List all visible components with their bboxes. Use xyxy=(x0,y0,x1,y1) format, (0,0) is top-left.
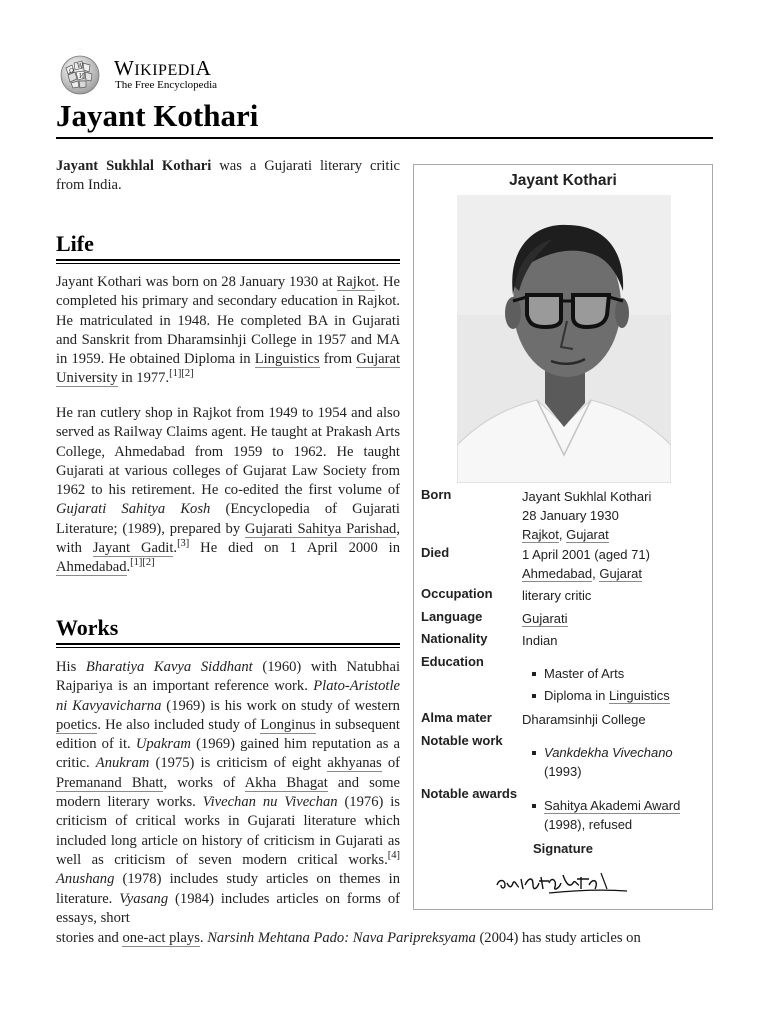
list-item: Vankdekha Vivechano (1993) xyxy=(522,743,707,781)
list-item: Sahitya Akademi Award (1998), refused xyxy=(522,796,707,834)
svg-text:И: И xyxy=(79,73,85,80)
citation-2[interactable]: [2] xyxy=(181,368,194,380)
link-premanand-bhatt[interactable]: Premanand Bhatt xyxy=(56,774,164,791)
page-title: Jayant Kothari xyxy=(56,98,259,133)
life-paragraph-2: He ran cutlery shop in Rajkot from 1949 to 1954 and also served as Railway Claims agent. He taught at Prakash Arts College, Ahmedabad from 1959 to 1962. He taught Gujarati at various colleges of Gujarat Law Society from 1962 to his retirement. He co-edited the first volume of Gujarati Sahitya Kosh (Encyclopedia of Gujarati Literature; (1989), prepared by Gujarati Sahitya Parishad, with Jayant Gadit.[3] He died on 1 April 2000 in Ahmedabad.[1][2] xyxy=(56,405,400,576)
list-item: Master of Arts xyxy=(522,664,707,683)
section-divider xyxy=(56,643,400,648)
link-linguistics[interactable]: Linguistics xyxy=(609,688,670,703)
citation-4[interactable]: [4] xyxy=(387,850,400,862)
link-akhyanas[interactable]: akhyanas xyxy=(327,755,382,772)
svg-text:W: W xyxy=(77,63,84,70)
citation-2[interactable]: [2] xyxy=(142,557,155,569)
link-longinus[interactable]: Longinus xyxy=(260,716,316,733)
portrait-image xyxy=(457,195,671,483)
signature-image[interactable] xyxy=(489,865,639,901)
link-gujarat-university[interactable]: Gujarat University xyxy=(56,351,400,387)
infobox-title: Jayant Kothari xyxy=(509,172,617,189)
site-header xyxy=(56,54,716,96)
section-heading-life: Life xyxy=(56,231,94,256)
link-akha-bhagat[interactable]: Akha Bhagat xyxy=(244,774,328,791)
link-one-act-plays[interactable]: one-act plays xyxy=(122,930,200,946)
wikipedia-wordmark[interactable]: WIKIPEDIA xyxy=(114,56,212,80)
link-linguistics[interactable]: Linguistics xyxy=(254,351,320,368)
svg-text:Ω: Ω xyxy=(69,68,74,75)
title-divider xyxy=(56,137,713,139)
works-paragraph-1: His Bharatiya Kavya Siddhant (1960) with Natubhai Rajpariya is an important reference work. Plato-Aristotle ni Kavyavicharna (1969) is his work on study of western poetics. He also included study of Longinus in subsequent edition of it. Upakram (1969) gained him reputation as a critic. Anukram (1975) is criticism of eight akhyanas of Premanand Bhatt, works of Akha Bhagat and some modern literary works. Vivechan nu Vivechan (1976) is criticism of critical works in Gujarati literature which included long article on history of criticism in Gujarati as well as criticism of seven modern critical works.[4] Anushang (1978) includes study articles on themes in literature. Vyasang (1984) includes articles on forms of essays, short xyxy=(56,659,401,926)
section-heading-works: Works xyxy=(56,615,119,640)
link-ahmedabad[interactable]: Ahmedabad xyxy=(56,559,127,576)
citation-3[interactable]: [3] xyxy=(177,538,190,550)
signature-label: Signature xyxy=(533,841,593,856)
link-sahitya-akademi-award[interactable]: Sahitya Akademi Award xyxy=(544,798,681,813)
link-ahmedabad[interactable]: Ahmedabad xyxy=(522,566,593,581)
intro-paragraph: Jayant Sukhlal Kothari was a Gujarati literary critic from India. xyxy=(56,158,400,194)
link-gujarat[interactable]: Gujarat xyxy=(566,527,609,542)
list-item: Diploma in Linguistics xyxy=(522,686,707,705)
link-jayant-gadit[interactable]: Jayant Gadit xyxy=(92,540,174,557)
life-paragraph-1: Jayant Kothari was born on 28 January 1930 at Rajkot. He completed his primary and secondary education in Rajkot. He matriculated in 1948. He completed BA in Gujarati and Sanskrit from Dharamsinhji College in 1957 and MA in 1959. He obtained Diploma in Linguistics from Gujarat University in 1977.[1][2] xyxy=(56,274,400,387)
works-paragraph-1-continued: stories and one-act plays. Narsinh Mehtana Pado: Nava Paripreksyama (2004) has study articles on xyxy=(56,930,641,946)
site-tagline: The Free Encyclopedia xyxy=(115,79,218,91)
portrait-photo[interactable] xyxy=(457,195,671,483)
link-gujarati[interactable]: Gujarati xyxy=(522,611,568,626)
wikipedia-globe-icon[interactable] xyxy=(56,54,104,96)
link-poetics[interactable]: poetics xyxy=(56,716,98,733)
citation-1[interactable]: [1] xyxy=(169,368,182,380)
infobox: Jayant Kothari Born Jayant Sukhlal Kothari 28 January 1930 Rajkot, Gujarat Died 1 April 2001 (aged 71) Ahmedabad, Gujarat Occupation literary critic Language Gujarati Nationality Indian Education Master of Arts Diploma in Linguistics Alma mater Dharamsinhji College Notable work Vankdekha Vivechano (1993) Notable awards Sahitya Akademi Award (1998), refused Signature xyxy=(413,164,713,910)
link-rajkot[interactable]: Rajkot xyxy=(522,527,559,542)
citation-1[interactable]: [1] xyxy=(130,557,143,569)
link-gujarati-sahitya-parishad[interactable]: Gujarati Sahitya Parishad xyxy=(244,520,397,537)
link-gujarat[interactable]: Gujarat xyxy=(599,566,642,581)
link-rajkot[interactable]: Rajkot xyxy=(336,274,376,290)
section-divider xyxy=(56,259,400,264)
subject-name: Jayant Sukhlal Kothari xyxy=(56,158,212,174)
